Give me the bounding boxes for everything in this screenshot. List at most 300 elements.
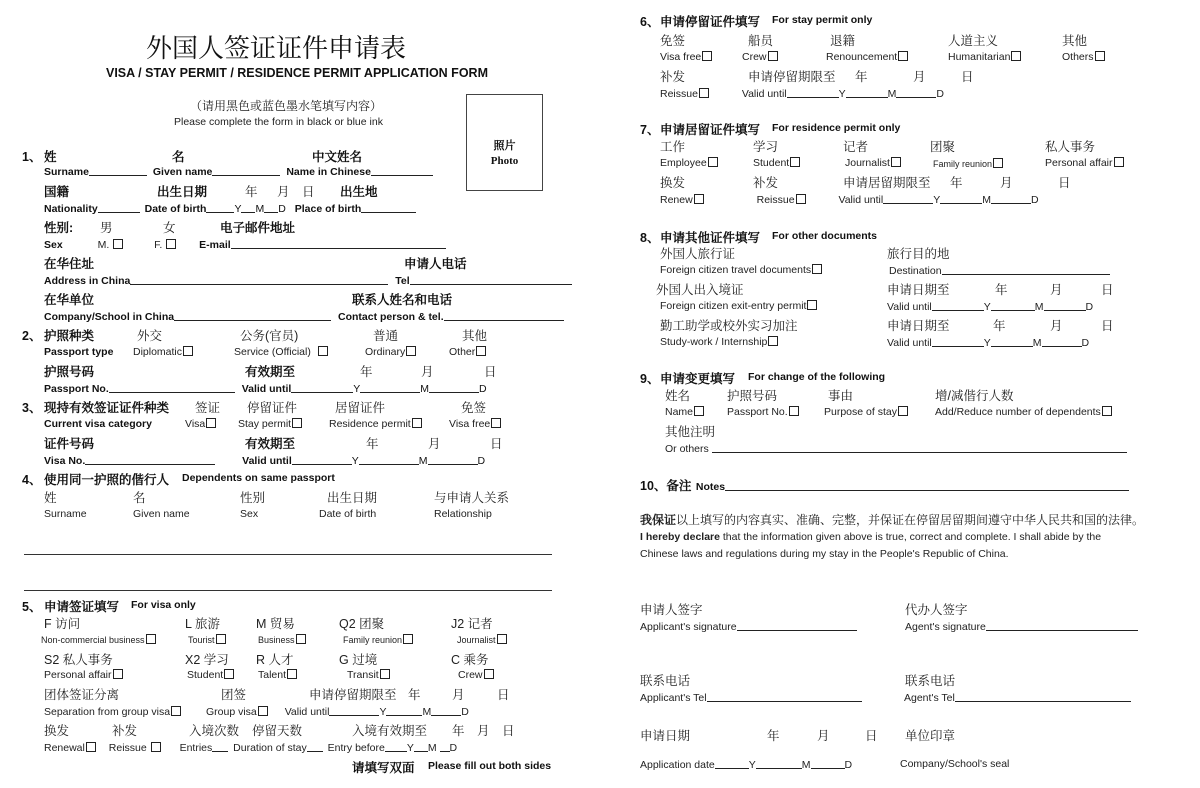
valid-year-field[interactable] bbox=[292, 454, 352, 465]
email-label: E-mail bbox=[199, 239, 231, 251]
visa-j2-option bbox=[457, 634, 507, 645]
travel-doc-checkbox[interactable] bbox=[812, 264, 822, 274]
valid-day-field[interactable] bbox=[428, 454, 478, 465]
nationality-field[interactable] bbox=[98, 202, 140, 213]
option-zh: 其他 bbox=[1062, 34, 1088, 48]
notes-label-en: Notes bbox=[695, 481, 726, 493]
declaration-zh bbox=[640, 511, 1144, 528]
personal-affair-option bbox=[1045, 157, 1124, 169]
group-visa-label: Group visa bbox=[206, 706, 257, 718]
option-label: Crew bbox=[458, 669, 483, 681]
change-title-en: For change of the following bbox=[748, 371, 886, 383]
section-number: 8、 bbox=[640, 231, 660, 245]
renew-checkbox[interactable] bbox=[694, 194, 704, 204]
option-zh: 免签 bbox=[660, 34, 686, 48]
visa-type-zh: C 乘务 bbox=[451, 653, 489, 667]
valid-month-field[interactable] bbox=[359, 454, 419, 465]
option-label: Foreign citizen travel documents bbox=[660, 264, 812, 276]
renew-label: Renew bbox=[660, 194, 693, 206]
given-name-label-zh: 名 bbox=[172, 150, 185, 164]
study-work-valid-row bbox=[887, 336, 1089, 349]
option-zh: 事由 bbox=[828, 389, 854, 403]
both-sides-note-en: Please fill out both sides bbox=[428, 760, 552, 772]
reissue-checkbox[interactable] bbox=[796, 194, 806, 204]
destination-field[interactable] bbox=[942, 264, 1110, 275]
valid-day-field[interactable] bbox=[1042, 336, 1082, 347]
applicant-tel-label-zh: 联系电话 bbox=[640, 674, 691, 688]
applicant-signature-field[interactable] bbox=[737, 620, 857, 631]
stay-permit-option bbox=[238, 418, 302, 430]
column-header: Given name bbox=[133, 508, 190, 520]
renewal-checkbox[interactable] bbox=[86, 742, 96, 752]
year-suffix: Y bbox=[983, 301, 991, 313]
visa-type-zh: X2 学习 bbox=[185, 653, 229, 667]
day-label-zh: 日 bbox=[302, 185, 315, 199]
other-option bbox=[449, 346, 486, 358]
entry-day-field[interactable] bbox=[440, 741, 450, 752]
crew-checkbox[interactable] bbox=[768, 51, 778, 61]
option-zh: 免签 bbox=[461, 401, 487, 415]
reissue-label-zh: 补发 bbox=[660, 70, 686, 84]
declaration-en-line1 bbox=[640, 531, 1101, 543]
day-suffix: D bbox=[449, 742, 458, 754]
option-label: Ordinary bbox=[365, 346, 406, 358]
reissue-checkbox[interactable] bbox=[699, 88, 709, 98]
duration-label-zh: 停留天数 bbox=[252, 724, 303, 738]
month-label-zh: 月 bbox=[277, 185, 290, 199]
agent-signature-field[interactable] bbox=[986, 620, 1138, 631]
visa-c-checkbox[interactable] bbox=[484, 669, 494, 679]
tel-label-zh: 申请人电话 bbox=[404, 257, 467, 271]
option-label: Visa free bbox=[660, 51, 702, 63]
reissue-checkbox[interactable] bbox=[151, 742, 161, 752]
agent-tel-field[interactable] bbox=[955, 691, 1131, 702]
visa-x2-checkbox[interactable] bbox=[224, 669, 234, 679]
option-zh: 增/减偕行人数 bbox=[935, 389, 1014, 403]
entries-label-zh: 入境次数 bbox=[189, 724, 240, 738]
passport-no-label-zh: 护照号码 bbox=[44, 365, 95, 379]
diplomatic-option bbox=[133, 346, 193, 358]
residence-title-zh: 申请居留证件填写 bbox=[660, 123, 761, 137]
day-label-zh: 日 bbox=[865, 729, 878, 743]
day-label-zh: 日 bbox=[1101, 283, 1114, 297]
renewal-row bbox=[44, 741, 457, 754]
visa-s2-checkbox[interactable] bbox=[113, 669, 123, 679]
month-label-zh: 月 bbox=[477, 724, 490, 738]
group-visa-checkbox[interactable] bbox=[258, 706, 268, 716]
valid-year-field[interactable] bbox=[932, 336, 984, 347]
option-zh: 签证 bbox=[195, 401, 221, 415]
option-label: Employee bbox=[660, 157, 707, 169]
form-title-en: VISA / STAY PERMIT / RESIDENCE PERMIT APPLICATION FORM bbox=[106, 66, 488, 80]
option-zh: 公务(官员) bbox=[240, 329, 299, 343]
option-zh: 团聚 bbox=[930, 140, 956, 154]
chinese-name-label-zh: 中文姓名 bbox=[312, 150, 363, 164]
valid-month-field[interactable] bbox=[940, 193, 982, 204]
option-label: Tourist bbox=[188, 635, 215, 645]
option-zh: 私人事务 bbox=[1045, 140, 1096, 154]
visa-l-option bbox=[188, 634, 226, 645]
visa-m-checkbox[interactable] bbox=[296, 634, 306, 644]
visa-f-checkbox[interactable] bbox=[146, 634, 156, 644]
valid-day-field[interactable] bbox=[991, 193, 1031, 204]
application-month-field[interactable] bbox=[756, 758, 802, 769]
valid-month-field[interactable] bbox=[360, 382, 420, 393]
section-number: 7、 bbox=[640, 123, 660, 137]
month-label-zh: 月 bbox=[452, 688, 465, 702]
day-label-zh: 日 bbox=[1101, 319, 1114, 333]
female-checkbox[interactable] bbox=[166, 239, 176, 249]
option-label: Purpose of stay bbox=[824, 406, 897, 418]
separation-checkbox[interactable] bbox=[171, 706, 181, 716]
ink-note-zh: （请用黑色或蓝色墨水笔填写内容） bbox=[190, 99, 383, 113]
year-label-zh: 年 bbox=[995, 283, 1008, 297]
option-label: Foreign citizen exit-entry permit bbox=[660, 300, 807, 312]
applicant-signature-label-zh: 申请人签字 bbox=[640, 603, 703, 617]
option-label: Add/Reduce number of dependents bbox=[935, 406, 1101, 418]
entry-before-label: Entry before bbox=[327, 742, 385, 754]
sex-email-row bbox=[44, 238, 446, 251]
valid-year-field[interactable] bbox=[329, 705, 379, 716]
valid-day-field[interactable] bbox=[896, 87, 936, 98]
nationality-label: Nationality bbox=[44, 203, 98, 215]
option-label: Non-commercial business bbox=[41, 635, 145, 645]
option-label: Residence permit bbox=[329, 418, 411, 430]
option-label: Stay permit bbox=[238, 418, 292, 430]
option-zh: 普通 bbox=[373, 329, 399, 343]
valid-until-label: Valid until bbox=[284, 706, 330, 718]
day-label-zh: 日 bbox=[484, 365, 497, 379]
destination-label-zh: 旅行目的地 bbox=[887, 247, 950, 261]
journalist-checkbox[interactable] bbox=[891, 157, 901, 167]
reissue-label-zh: 补发 bbox=[753, 176, 779, 190]
valid-year-field[interactable] bbox=[291, 382, 353, 393]
year-suffix: Y bbox=[983, 337, 991, 349]
option-zh: 护照号码 bbox=[727, 389, 778, 403]
valid-until-label: Valid until bbox=[741, 88, 787, 100]
year-label-zh: 年 bbox=[452, 724, 465, 738]
others-checkbox[interactable] bbox=[1095, 51, 1105, 61]
photo-label-en: Photo bbox=[490, 155, 519, 167]
declaration-en-bold: I hereby declare bbox=[640, 531, 720, 543]
service-checkbox[interactable] bbox=[318, 346, 328, 356]
option-label: Journalist bbox=[457, 635, 496, 645]
visa-free-checkbox[interactable] bbox=[702, 51, 712, 61]
male-label: M. bbox=[97, 239, 110, 251]
visa-type-zh: S2 私人事务 bbox=[44, 653, 113, 667]
given-name-label: Given name bbox=[152, 166, 213, 178]
section-number: 6、 bbox=[640, 15, 660, 29]
email-field[interactable] bbox=[231, 238, 446, 249]
dependents-title-zh: 使用同一护照的偕行人 bbox=[44, 473, 170, 487]
notes-label-zh: 备注 bbox=[666, 479, 692, 493]
separation-label-zh: 团体签证分离 bbox=[44, 688, 120, 702]
month-label-zh: 月 bbox=[428, 437, 441, 451]
applicant-tel-field[interactable] bbox=[707, 691, 862, 702]
valid-month-field[interactable] bbox=[991, 300, 1035, 311]
option-label: Talent bbox=[258, 669, 287, 681]
option-zh: 居留证件 bbox=[335, 401, 386, 415]
valid-month-field[interactable] bbox=[991, 336, 1033, 347]
valid-day-field[interactable] bbox=[1044, 300, 1086, 311]
entry-month-field[interactable] bbox=[414, 741, 428, 752]
visa-m-option bbox=[258, 634, 306, 645]
year-label-zh: 年 bbox=[245, 185, 258, 199]
option-label: Transit bbox=[347, 669, 379, 681]
residence-title-en: For residence permit only bbox=[772, 122, 901, 134]
agent-signature-row bbox=[905, 620, 1138, 633]
month-label-zh: 月 bbox=[1000, 176, 1013, 190]
application-date-label: Application date bbox=[640, 759, 715, 771]
month-label-zh: 月 bbox=[1050, 283, 1063, 297]
application-date-label-zh: 申请日期 bbox=[640, 729, 691, 743]
option-label: Visa bbox=[185, 418, 206, 430]
family-reunion-option bbox=[933, 158, 1003, 169]
year-suffix: Y bbox=[406, 742, 414, 754]
company-label-zh: 在华单位 bbox=[44, 293, 95, 307]
photo-box[interactable] bbox=[466, 94, 543, 191]
passport-no-field[interactable] bbox=[109, 382, 235, 393]
option-label: Family reunion bbox=[933, 159, 993, 169]
contact-label-zh: 联系人姓名和电话 bbox=[352, 293, 453, 307]
month-suffix: M bbox=[418, 455, 428, 467]
agent-tel-row bbox=[904, 691, 1131, 704]
month-label-zh: 月 bbox=[817, 729, 830, 743]
ink-note-en: Please complete the form in black or blue ink bbox=[174, 116, 383, 128]
option-label: Family reunion bbox=[343, 635, 403, 645]
visa-type-zh: J2 记者 bbox=[451, 617, 493, 631]
chinese-name-field[interactable] bbox=[371, 165, 433, 176]
dependent-row-2-line[interactable] bbox=[24, 590, 552, 591]
visa-c-option bbox=[458, 669, 494, 681]
agent-signature-label: Agent's signature bbox=[905, 621, 986, 633]
stay-permit-title-en: For stay permit only bbox=[772, 14, 873, 26]
visa-l-checkbox[interactable] bbox=[216, 634, 226, 644]
option-zh: 船员 bbox=[748, 34, 774, 48]
address-row bbox=[44, 274, 572, 287]
entry-year-field[interactable] bbox=[385, 741, 407, 752]
valid-day-field[interactable] bbox=[429, 382, 479, 393]
section-number: 4、 bbox=[22, 473, 42, 487]
stay-until-label-zh: 申请居留期限至 bbox=[843, 176, 931, 190]
address-field[interactable] bbox=[130, 274, 388, 285]
year-suffix: Y bbox=[353, 383, 361, 395]
other-docs-title-en: For other documents bbox=[772, 230, 878, 242]
residence-renew-row bbox=[660, 193, 1039, 206]
other-checkbox[interactable] bbox=[476, 346, 486, 356]
given-name-field[interactable] bbox=[212, 165, 280, 176]
seal-label-zh: 单位印章 bbox=[905, 729, 956, 743]
application-date-row bbox=[640, 758, 852, 771]
visa-q2-checkbox[interactable] bbox=[403, 634, 413, 644]
declaration-zh-text: 以上填写的内容真实、准确、完整，并保证在停留居留期间遵守中华人民共和国的法律。 bbox=[676, 513, 1145, 527]
reissue-label: Reissue bbox=[108, 742, 147, 754]
valid-until-label: Valid until bbox=[241, 383, 292, 395]
crew-option bbox=[742, 51, 778, 63]
option-label: Crew bbox=[742, 51, 767, 63]
visa-type-zh: Q2 团聚 bbox=[339, 617, 385, 631]
dob-month-field[interactable] bbox=[241, 202, 255, 213]
month-suffix: M bbox=[255, 203, 265, 215]
duration-label: Duration of stay bbox=[233, 742, 307, 754]
change-name-checkbox[interactable] bbox=[694, 406, 704, 416]
ordinary-checkbox[interactable] bbox=[406, 346, 416, 356]
visa-checkbox[interactable] bbox=[206, 418, 216, 428]
others-option bbox=[1062, 51, 1105, 63]
valid-until-label-zh: 有效期至 bbox=[245, 437, 296, 451]
visa-j2-checkbox[interactable] bbox=[497, 634, 507, 644]
month-suffix: M bbox=[801, 759, 811, 771]
stay-reissue-row bbox=[660, 87, 944, 100]
tel-field[interactable] bbox=[410, 274, 572, 285]
year-label-zh: 年 bbox=[767, 729, 780, 743]
seal-label: Company/School's seal bbox=[900, 758, 1010, 770]
day-label-zh: 日 bbox=[961, 70, 974, 84]
company-row bbox=[44, 310, 564, 323]
exit-entry-checkbox[interactable] bbox=[807, 300, 817, 310]
section-number: 2、 bbox=[22, 329, 42, 343]
pob-label-zh: 出生地 bbox=[340, 185, 378, 199]
others-field[interactable] bbox=[712, 442, 1127, 453]
chinese-name-label: Name in Chinese bbox=[286, 166, 371, 178]
stay-permit-checkbox[interactable] bbox=[292, 418, 302, 428]
option-label: Passport No. bbox=[727, 406, 788, 418]
entry-before-label-zh: 入境有效期至 bbox=[352, 724, 428, 738]
renouncement-option bbox=[826, 51, 908, 63]
dependent-row-1-line[interactable] bbox=[24, 554, 552, 555]
year-suffix: Y bbox=[748, 759, 756, 771]
option-label: Student bbox=[187, 669, 224, 681]
humanitarian-checkbox[interactable] bbox=[1011, 51, 1021, 61]
valid-month-field[interactable] bbox=[386, 705, 422, 716]
application-year-field[interactable] bbox=[715, 758, 749, 769]
pob-field[interactable] bbox=[361, 202, 416, 213]
year-label-zh: 年 bbox=[993, 319, 1006, 333]
valid-year-field[interactable] bbox=[932, 300, 984, 311]
day-label-zh: 日 bbox=[490, 437, 503, 451]
option-label: Service (Official) bbox=[234, 346, 311, 358]
valid-year-field[interactable] bbox=[787, 87, 839, 98]
column-header-zh: 名 bbox=[133, 491, 146, 505]
visa-g-checkbox[interactable] bbox=[380, 669, 390, 679]
contact-label: Contact person & tel. bbox=[338, 311, 444, 323]
contact-field[interactable] bbox=[444, 310, 564, 321]
change-dependents-checkbox[interactable] bbox=[1102, 406, 1112, 416]
change-passport-option bbox=[727, 406, 799, 418]
passport-type-label-zh: 护照种类 bbox=[44, 329, 95, 343]
visa-f-option bbox=[41, 634, 156, 645]
visa-type-zh: F 访问 bbox=[44, 617, 81, 631]
section-10-notes bbox=[640, 476, 1129, 495]
notes-field[interactable] bbox=[725, 480, 1129, 491]
residence-permit-checkbox[interactable] bbox=[412, 418, 422, 428]
address-label: Address in China bbox=[44, 275, 131, 287]
visa-r-checkbox[interactable] bbox=[287, 669, 297, 679]
stay-until-label-zh: 申请停留期限至 bbox=[748, 70, 836, 84]
others-label: Or others bbox=[665, 443, 709, 455]
surname-field[interactable] bbox=[89, 165, 147, 176]
change-purpose-option bbox=[824, 406, 908, 418]
renewal-label: Renewal bbox=[44, 742, 85, 754]
study-work-checkbox[interactable] bbox=[768, 336, 778, 346]
dob-year-field[interactable] bbox=[206, 202, 234, 213]
month-suffix: M bbox=[887, 88, 897, 100]
exit-entry-option bbox=[660, 300, 817, 312]
renouncement-checkbox[interactable] bbox=[898, 51, 908, 61]
option-label: Renouncement bbox=[826, 51, 898, 63]
year-suffix: Y bbox=[379, 706, 387, 718]
section-number: 9、 bbox=[640, 372, 660, 386]
option-label: Business bbox=[258, 635, 295, 645]
year-label-zh: 年 bbox=[855, 70, 868, 84]
entries-label: Entries bbox=[179, 742, 213, 754]
female-label: F. bbox=[154, 239, 163, 251]
student-checkbox[interactable] bbox=[790, 157, 800, 167]
nationality-label-zh: 国籍 bbox=[44, 185, 70, 199]
other-docs-title-zh: 申请其他证件填写 bbox=[660, 231, 761, 245]
male-label-zh: 男 bbox=[100, 221, 113, 235]
address-label-zh: 在华住址 bbox=[44, 257, 95, 271]
destination-row bbox=[889, 264, 1110, 277]
visa-s2-option bbox=[44, 669, 123, 681]
female-label-zh: 女 bbox=[163, 221, 176, 235]
section-number: 10、 bbox=[640, 479, 667, 493]
visa-type-zh: M 贸易 bbox=[256, 617, 295, 631]
employee-checkbox[interactable] bbox=[708, 157, 718, 167]
exit-entry-valid-row bbox=[887, 300, 1093, 313]
option-zh: 人道主义 bbox=[948, 34, 999, 48]
dob-label: Date of birth bbox=[144, 203, 207, 215]
day-suffix: D bbox=[479, 383, 487, 395]
visa-free-option bbox=[660, 51, 712, 63]
male-checkbox[interactable] bbox=[113, 239, 123, 249]
name-row bbox=[44, 165, 433, 178]
application-day-field[interactable] bbox=[811, 758, 845, 769]
dob-day-field[interactable] bbox=[264, 202, 278, 213]
month-suffix: M bbox=[427, 742, 437, 754]
destination-label: Destination bbox=[889, 265, 942, 277]
valid-until-label: Valid until bbox=[887, 337, 932, 349]
day-suffix: D bbox=[844, 759, 853, 771]
month-suffix: M bbox=[982, 194, 991, 206]
birth-row bbox=[44, 202, 416, 215]
visa-option bbox=[185, 418, 216, 430]
sex-label: Sex bbox=[44, 239, 63, 251]
change-passport-checkbox[interactable] bbox=[789, 406, 799, 416]
change-purpose-checkbox[interactable] bbox=[898, 406, 908, 416]
option-zh: 姓名 bbox=[665, 389, 691, 403]
company-field[interactable] bbox=[174, 310, 331, 321]
section-number: 1、 bbox=[22, 150, 42, 164]
valid-year-field[interactable] bbox=[883, 193, 933, 204]
duration-field[interactable] bbox=[307, 741, 323, 752]
stay-permit-title-zh: 申请停留证件填写 bbox=[660, 15, 761, 29]
entries-field[interactable] bbox=[212, 741, 228, 752]
visa-no-field[interactable] bbox=[85, 454, 215, 465]
personal-affair-checkbox[interactable] bbox=[1114, 157, 1124, 167]
valid-month-field[interactable] bbox=[846, 87, 888, 98]
valid-day-field[interactable] bbox=[431, 705, 461, 716]
visa-free-checkbox[interactable] bbox=[491, 418, 501, 428]
family-reunion-checkbox[interactable] bbox=[993, 158, 1003, 168]
dependents-title-en: Dependents on same passport bbox=[182, 472, 335, 484]
column-header-zh: 出生日期 bbox=[327, 491, 378, 505]
option-label: Visa free bbox=[449, 418, 491, 430]
option-label: Study-work / Internship bbox=[660, 336, 768, 348]
declaration-en-text: that the information given above is true, correct and complete. I shall abide by the bbox=[719, 531, 1102, 543]
diplomatic-checkbox[interactable] bbox=[183, 346, 193, 356]
renewal-label-zh: 换发 bbox=[44, 724, 70, 738]
